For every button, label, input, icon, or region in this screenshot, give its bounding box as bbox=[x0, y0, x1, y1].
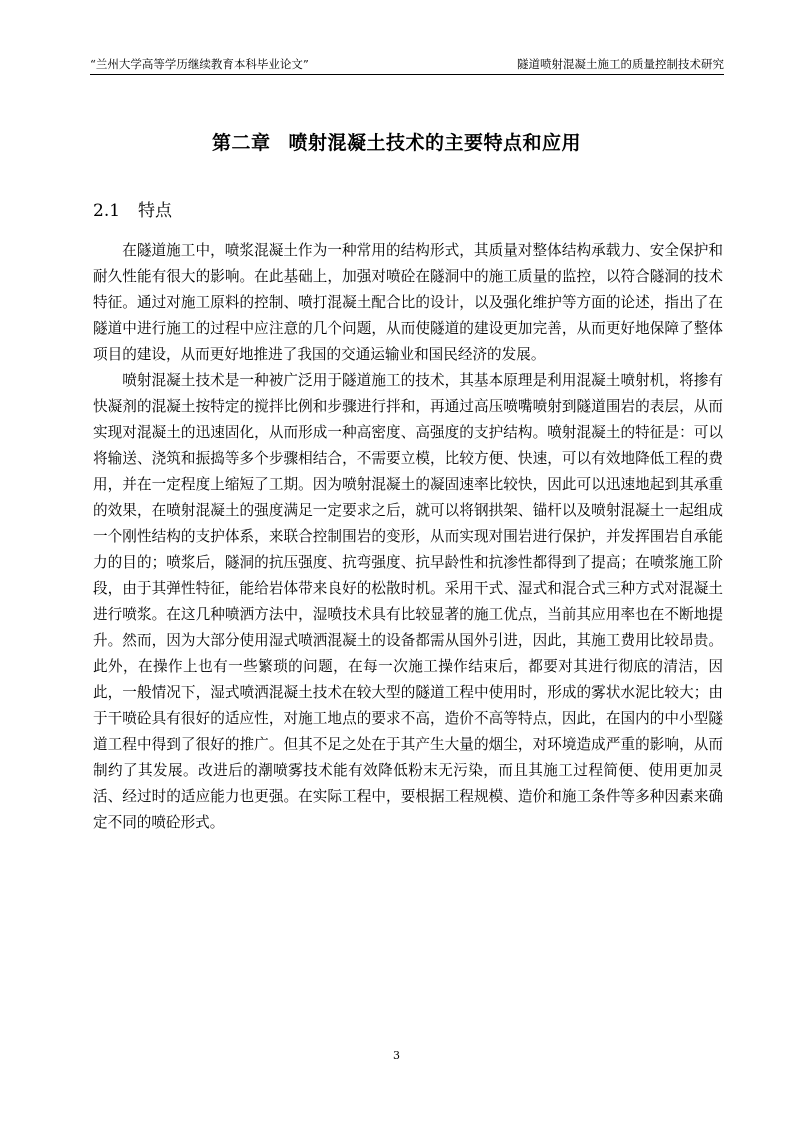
page-number: 3 bbox=[393, 1049, 400, 1062]
body-text bbox=[93, 238, 723, 836]
paragraph: 在隧道施工中，喷浆混凝土作为一种常用的结构形式，其质量对整体结构承载力、安全保护和耐久性能有很大的影响。在此基础上，加强对喷砼在隧洞中的施工质量的监控，以符合隧洞的技术特征。通过对施工原料的控制、喷打混凝土配合比的设计，以及强化维护等方面的论述，指出了在隧道中进行施工的过程中应注意的几个问题，从而使隧道的建设更加完善，从而更好地保障了整体项目的建设，从而更好地推进了我国的交通运输业和国民经济的发展。 bbox=[93, 242, 723, 363]
section-heading bbox=[93, 196, 172, 221]
paragraph: 喷射混凝土技术是一种被广泛用于隧道施工的技术，其基本原理是利用混凝土喷射机，将掺有快凝剂的混凝土按特定的搅拌比例和步骤进行拌和，再通过高压喷嘴喷射到隧道围岩的表层，从而实现对混凝土的迅速固化，从而形成一种高密度、高强度的支护结构。喷射混凝土的特征是：可以将输送、浇筑和振捣等多个步骤相结合，不需要立模，比较方便、快速，可以有效地降低工程的费用，并在一定程度上缩短了工期。因为喷射混凝土的凝固速率比较快，因此可以迅速地起到其承重的效果，在喷射混凝土的强度满足一定要求之后，就可以将钢拱架、锚杆以及喷射混凝土一起组成一个刚性结构的支护体系，来联合控制围岩的变形，从而实现对围岩进行保护，并发挥围岩自承能力的目的；喷浆后，隧洞的抗压强度、抗弯强度、抗早龄性和抗渗性都得到了提高；在喷浆施工阶段，由于其弹性特征，能给岩体带来良好的松散时机。采用干式、湿式和混合式三种方式对混凝土进行喷浆。在这几种喷洒方法中，湿喷技术具有比较显著的施工优点，当前其应用率也在不断地提升。然而，因为大部分使用湿式喷洒混凝土的设备都需从国外引进，因此，其施工费用比较昂贵。此外，在操作上也有一些繁琐的问题，在每一次施工操作结束后，都要对其进行彻底的清洁，因此，一般情况下，湿式喷洒混凝土技术在较大型的隧道工程中使用时，形成的雾状水泥比较大；由于干喷砼具有很好的适应性，对施工地点的要求不高，造价不高等特点，因此，在国内的中小型隧道工程中得到了很好的推广。但其不足之处在于其产生大量的烟尘，对环境造成严重的影响，从而制约了其发展。改进后的潮喷雾技术能有效降低粉末无污染，而且其施工过程简便、使用更加灵活、经过时的适应能力也更强。在实际工程中，要根据工程规模、造价和施工条件等多种因素来确定不同的喷砼形式。 bbox=[93, 372, 723, 831]
header-thesis-title: 隧道喷射混凝土施工的质量控制技术研究 bbox=[517, 57, 724, 71]
chapter-title bbox=[0, 128, 793, 155]
section-number: 2.1 bbox=[93, 201, 121, 221]
page-header bbox=[90, 52, 724, 75]
chapter-title-text: 喷射混凝土技术的主要特点和应用 bbox=[288, 132, 582, 154]
chapter-number: 第二章 bbox=[211, 132, 271, 154]
section-title-text: 特点 bbox=[138, 201, 173, 221]
header-thesis-label: “兰州大学高等学历继续教育本科毕业论文” bbox=[90, 57, 309, 71]
